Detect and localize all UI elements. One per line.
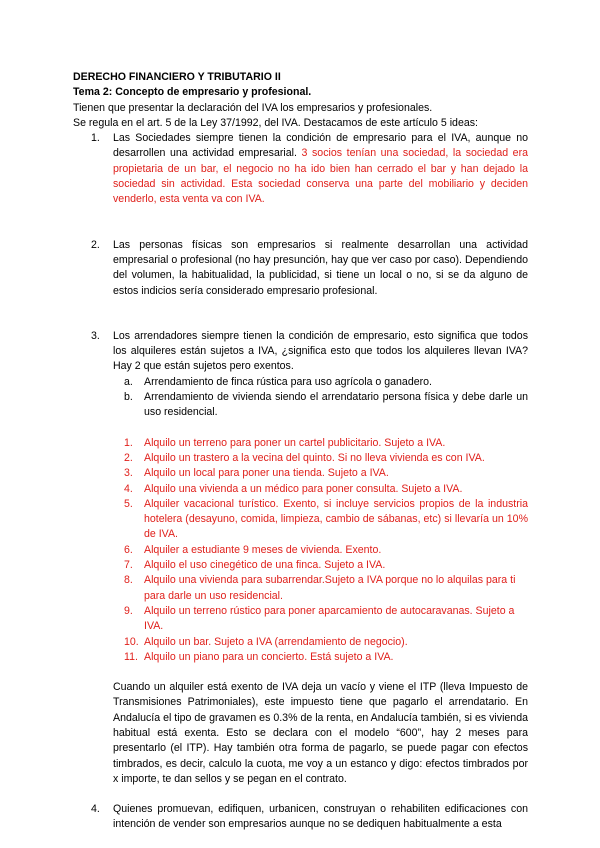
example-number: 8.: [124, 574, 133, 587]
list-item-4: [91, 802, 528, 833]
item-1-red-example: 3 socios tenían una sociedad, la sociedad era propietaria de un bar, el negocio no ha ido bien han cerrado el bar y han dejado la sociedad sin actividad. Esta sociedad conserva una parte del mobiliario y deciden venderlo, esta venta va con IVA.: [113, 147, 528, 206]
example-number: 9.: [124, 604, 133, 617]
example-number: 1.: [124, 436, 133, 449]
example-item: [124, 604, 528, 635]
intro-line-2: Se regula en el art. 5 de la Ley 37/1992, del IVA. Destacamos de este artículo 5 ideas:: [73, 116, 478, 129]
example-text: Alquilo un terreno para poner un cartel publicitario. Sujeto a IVA.: [144, 436, 446, 449]
example-number: 11.: [124, 650, 138, 663]
example-number: 7.: [124, 559, 133, 572]
example-text: Alquilo un bar. Sujeto a IVA (arrendamiento de negocio).: [144, 635, 408, 648]
example-text: Alquilo el uso cinegético de una finca. Sujeto a IVA.: [144, 559, 386, 572]
example-text: Alquilo un trastero a la vecina del quinto. Si no lleva vivienda es con IVA.: [144, 451, 485, 464]
example-item: [124, 451, 528, 466]
itp-note: Cuando un alquiler está exento de IVA deja un vacío y viene el ITP (lleva Impuesto de Transmisiones Patrimoniales), este impuesto tiene que pagarlo el arrendatario. En Andalucía el tipo de gravamen es 0.3% de la renta, en Andalucía también, si es vivienda habitual está exenta. Esto se declara con el modelo “600”, hay 2 meses para presentarlo (el ITP). Hay también otra forma de pagarlo, se puede pagar con efectos timbrados, es decir, calculo la cuota, me voy a un estanco y digo: efectos timbrados por x importe, te dan sellos y se pegan en el contrato.: [113, 681, 528, 785]
example-number: 2.: [124, 451, 133, 464]
list-item-text: [113, 131, 528, 207]
list-item-text: Quienes promuevan, edifiquen, urbanicen, construyan o rehabiliten edificaciones con intención de vender son empresarios aunque no se dediquen habitualmente a esta: [113, 803, 528, 831]
example-text: Alquilo un terreno rústico para poner aparcamiento de autocaravanas. Sujeto a IVA.: [144, 604, 515, 633]
example-number: 3.: [124, 467, 133, 480]
document-title: DERECHO FINANCIERO Y TRIBUTARIO II: [73, 71, 281, 83]
list-item-text: Las personas físicas son empresarios si realmente desarrollan una actividad empresarial o profesional (no hay presunción, hay que ver caso por caso). Dependiendo del volumen, la habitualidad, la publicidad, si tiene un local o no, si se da alguno de estos indicios sería considerado empresario profesional.: [113, 238, 528, 297]
list-item-number: 2.: [91, 238, 100, 251]
example-item: [124, 650, 528, 665]
sub-item-text: Arrendamiento de finca rústica para uso agrícola o ganadero.: [144, 375, 432, 388]
sub-item-text: Arrendamiento de vivienda siendo el arrendatario persona física y debe darle un uso residencial.: [144, 391, 528, 419]
examples-list: [124, 436, 528, 665]
example-text: Alquiler a estudiante 9 meses de vivienda. Exento.: [144, 543, 382, 556]
example-number: 5.: [124, 497, 133, 510]
document-content: [73, 70, 528, 833]
example-item: [124, 497, 528, 543]
example-item: [124, 482, 528, 497]
example-item: [124, 543, 528, 558]
sub-item-letter: b.: [124, 391, 133, 404]
list-item-1: [91, 131, 528, 207]
document-subtitle: Tema 2: Concepto de empresario y profesional.: [73, 86, 312, 99]
list-item-number: 1.: [91, 132, 100, 145]
example-item: [124, 558, 528, 573]
example-text: Alquiler vacacional turístico. Exento, si incluye servicios propios de la industria hotelera (desayuno, comida, limpieza, cambio de sábanas, etc) si llevaría un 10% de IVA.: [144, 497, 528, 541]
list-item-3: [91, 329, 528, 375]
example-text: Alquilo una vivienda a un médico para poner consulta. Sujeto a IVA.: [144, 482, 463, 495]
sub-item-letter: a.: [124, 375, 133, 388]
example-item: [124, 635, 528, 650]
example-item: [124, 466, 528, 481]
item-1-body: Las Sociedades siempre tienen la condición de empresario para el IVA, aunque no desarrollen una actividad empresarial.: [113, 132, 528, 160]
example-text: Alquilo un local para poner una tienda. Sujeto a IVA.: [144, 467, 389, 480]
sub-item-a: [124, 375, 528, 390]
list-item-number: 4.: [91, 803, 100, 816]
example-item: [124, 436, 528, 451]
sub-list: [124, 375, 528, 421]
intro-line-1: Tienen que presentar la declaración del IVA los empresarios y profesionales.: [73, 101, 433, 114]
example-number: 6.: [124, 543, 133, 556]
example-number: 4.: [124, 482, 133, 495]
example-text: Alquilo una vivienda para subarrendar.Sujeto a IVA porque no lo alquilas para ti para darle un uso residencial.: [144, 574, 516, 602]
list-item-text: Los arrendadores siempre tienen la condición de empresario, esto significa que todos los alquileres están sujetos a IVA, ¿significa esto que todos los alquileres llevan IVA? Hay 2 que están sujetos pero exentos.: [113, 329, 528, 373]
list-item-2: [91, 238, 528, 299]
sub-item-b: [124, 390, 528, 421]
example-text: Alquilo un piano para un concierto. Está sujeto a IVA.: [144, 650, 394, 663]
list-item-number: 3.: [91, 329, 100, 342]
example-item: [124, 573, 528, 604]
example-number: 10.: [124, 635, 139, 648]
